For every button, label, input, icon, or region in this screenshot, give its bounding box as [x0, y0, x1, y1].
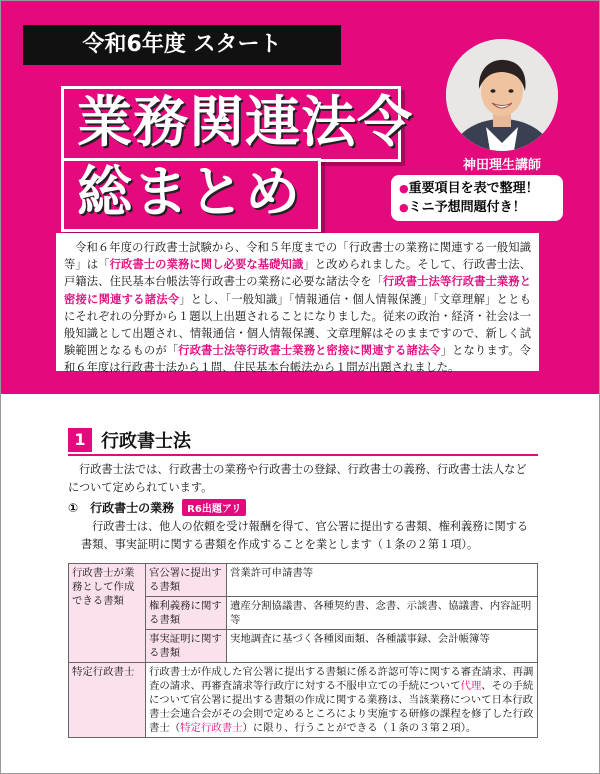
special-seg: 、その手続について官公署に提出する書類の作成に関する業務は、当該業務について日本行政書士会連合会がその会則で定めるところにより実施する研修の課程を修了した行政書士（ [149, 680, 534, 734]
table-special-label: 特定行政書士 [69, 663, 146, 738]
instructor-photo [446, 39, 558, 151]
table-row-content: 実地調査に基づく各種図面類、各種議事録、会計帳簿等 [227, 630, 538, 663]
table-group-label: 行政書士が業務として作成できる書類 [69, 564, 146, 663]
table-row [69, 564, 538, 597]
section-paragraph-2: 行政書士は、他人の依頼を受け報酬を得て、官公署に提出する書類、権利義務に関する書類、事実証明に関する書類を作成することを業とします（１条の２第１項）。 [81, 520, 529, 551]
sub-heading [68, 499, 246, 516]
section-number: 1 [68, 428, 92, 452]
intro-seg: 」と改められました。そして、行政書士法、戸籍法、住民基本台帳法等行政書士の業務に必要な諸法令を「 [64, 258, 531, 289]
table-row-content: 遺産分割協議書、各種契約書、念書、示談書、協議書、内容証明等 [227, 597, 538, 630]
section-heading [68, 426, 538, 456]
table-special-content [146, 663, 538, 738]
feature-bullets [391, 175, 563, 221]
section-paragraph-1: 行政書士法では、行政書士の業務や行政書士の登録、行政書士の義務、行政書士法人などについて定められています。 [68, 463, 527, 494]
instructor-portrait-icon [446, 39, 558, 151]
instructor-caption: 神田理生講師 [462, 158, 541, 173]
intro-text-box [56, 233, 539, 375]
table-row-label: 官公署に提出する書類 [146, 564, 227, 597]
intro-seg: 」とし、「一般知識」「情報通信・個人情報保護」「文章理解」とともにそれぞれの分野から１題以上出題されることになりました。従来の政治・経済・社会は一般知識として出題され、情報通信・個人情報保護、文章理解はそのままですので、新しく試験範囲となるものが「 [64, 292, 531, 358]
special-seg: ）に限り、行うことができる（１条の３第２項）。 [242, 722, 477, 734]
intro-seg: 行政書士法等行政書士業務と密接に関連する諸法令 [178, 344, 441, 358]
section-title: 行政書士法 [101, 431, 191, 452]
table-row [69, 663, 538, 738]
intro-seg: 行政書士法等行政書士業務と密接に関連する諸法令 [64, 275, 531, 306]
special-seg: 代理 [460, 680, 482, 692]
feature-bullet [399, 198, 555, 217]
intro-seg: 行政書士の業務に関し必要な基礎知識 [109, 258, 304, 272]
table-row-content: 営業許可申請書等 [227, 564, 538, 597]
exam-tag-badge: R6出題アリ [182, 499, 246, 516]
feature-bullet-text: 重要項目を表で整理！ [408, 181, 539, 196]
document-types-table [68, 563, 538, 738]
intro-seg: 令和６年度の行政書士試験から、令和５年度までの「行政書士の業務に関連する一般知識等」は「 [64, 241, 531, 272]
special-seg: 行政書士が作成した官公署に提出する書類に係る許認可等に関する審査請求、再調査の請求、再審査請求等行政庁に対する不服申立ての手続について [149, 666, 534, 692]
page-title-line-2: 総まとめ [77, 160, 302, 224]
feature-bullet-text: ミニ予想問題付き！ [408, 200, 526, 215]
feature-bullet [399, 179, 555, 198]
table-row-label: 権利義務に関する書類 [146, 597, 227, 630]
hero-banner [1, 1, 599, 394]
special-seg: 特定行政書士 [180, 722, 243, 734]
sub-heading-text: ① 行政書士の業務 [68, 501, 175, 515]
bullet-dot-icon: ● [399, 182, 409, 195]
page-title-line-1: 業務関連法令 [77, 90, 414, 154]
intro-seg: 」となります。令和６年度は行政書士法から１問、住民基本台帳法から１問が出題されました。 [64, 344, 531, 375]
start-badge: 令和6年度 スタート [23, 25, 341, 65]
table-row-label: 事実証明に関する書類 [146, 630, 227, 663]
bullet-dot-icon: ● [399, 201, 409, 214]
